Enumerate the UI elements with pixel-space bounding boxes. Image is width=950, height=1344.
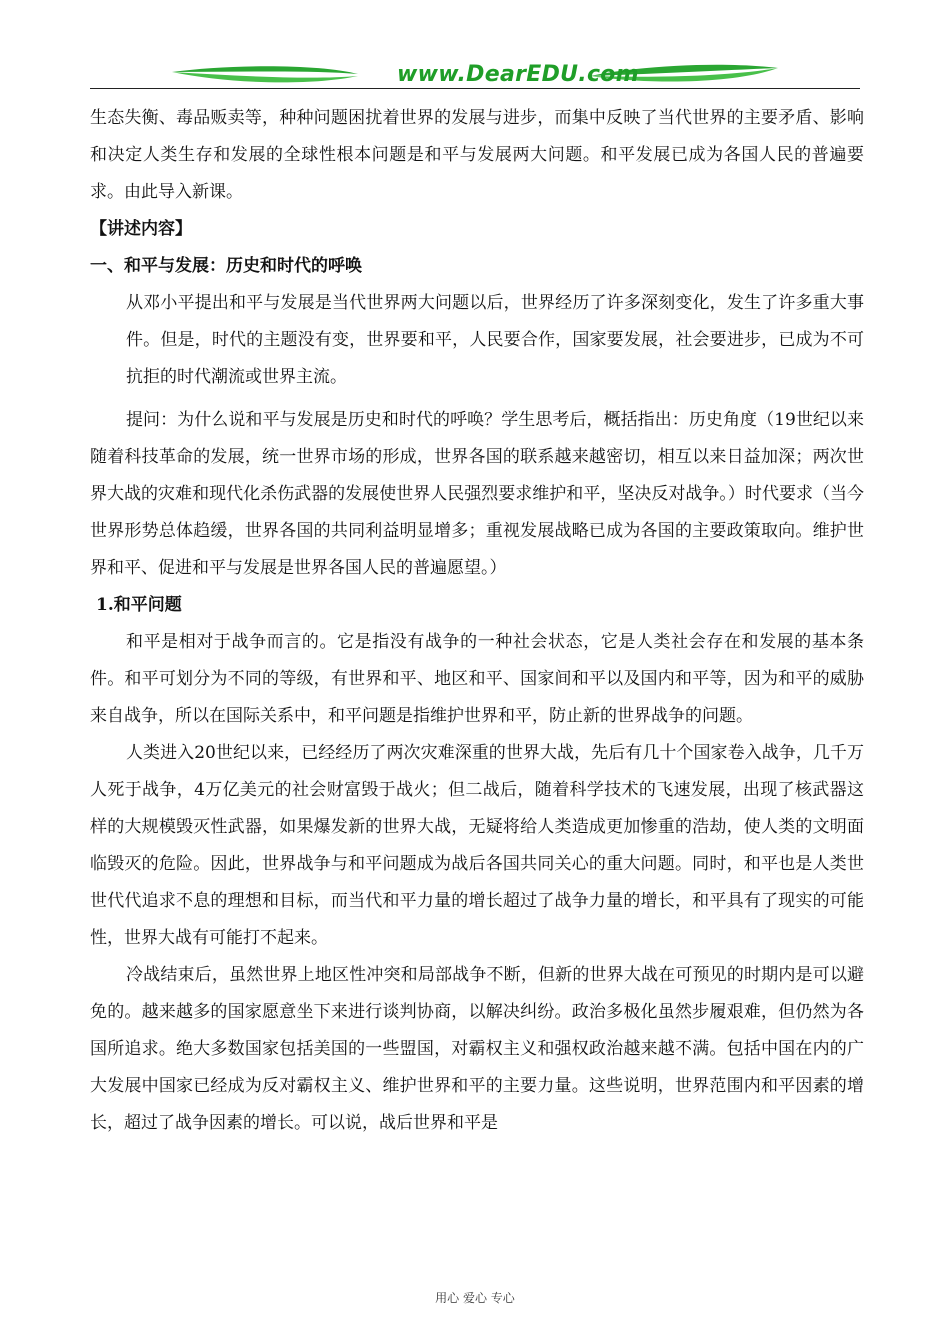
paragraph-question: 提问：为什么说和平与发展是历史和时代的呼唤？学生思考后，概括指出：历史角度（19世纪以来随着科技革命的发展，统一世界市场的形成，世界各国的联系越来越密切，相互以来日益加深；两次世界大战的灾难和现代化杀伤武器的发展使世界人民强烈要求维护和平，坚决反对战争。）时代要求（当今世界形势总体趋缓，世界各国的共同利益明显增多；重视发展战略已成为各国的主要政策取向。维护世界和平、促进和平与发展是世界各国人民的普遍愿望。） — [90, 410, 864, 578]
section-title: 【讲述内容】 — [90, 219, 192, 239]
paragraph-intro: 生态失衡、毒品贩卖等，种种问题困扰着世界的发展与进步，而集中反映了当代世界的主要矛盾、影响和决定人类生存和发展的全球性根本问题是和平与发展两大问题。和平发展已成为各国人民的普遍要求。由此导入新课。 — [90, 108, 864, 202]
page-footer: 用心 爱心 专心 — [435, 1291, 515, 1305]
paragraph-cold-war: 冷战结束后，虽然世界上地区性冲突和局部战争不断，但新的世界大战在可预见的时期内是可以避免的。越来越多的国家愿意坐下来进行谈判协商，以解决纠纷。政治多极化虽然步履艰难，但仍然为各国所追求。绝大多数国家包括美国的一些盟国，对霸权主义和强权政治越来越不满。包括中国在内的广大发展中国家已经成为反对霸权主义、维护世界和平的主要力量。这些说明，世界范围内和平因素的增长，超过了战争因素的增长。可以说，战后世界和平是 — [90, 965, 864, 1133]
heading-peace-development: 一、和平与发展：历史和时代的呼唤 — [90, 256, 362, 276]
header-banner — [90, 60, 860, 90]
header-rule — [90, 88, 860, 89]
paragraph-deng: 从邓小平提出和平与发展是当代世界两大问题以后，世界经历了许多深刻变化，发生了许多重大事件。但是，时代的主题没有变，世界要和平，人民要合作，国家要发展，社会要进步，已成为不可抗拒的时代潮流或世界主流。 — [126, 293, 864, 387]
document-body — [90, 100, 864, 1142]
paragraph-peace-definition: 和平是相对于战争而言的。它是指没有战争的一种社会状态，它是人类社会存在和发展的基本条件。和平可划分为不同的等级，有世界和平、地区和平、国家间和平以及国内和平等，因为和平的威胁来自战争，所以在国际关系中，和平问题是指维护世界和平，防止新的世界战争的问题。 — [90, 632, 864, 726]
site-logo-text[interactable]: www.DearEDU.com — [397, 62, 639, 87]
heading-peace-issue: 1.和平问题 — [96, 595, 182, 615]
paragraph-twentieth-century: 人类进入20世纪以来，已经经历了两次灾难深重的世界大战，先后有几十个国家卷入战争，几千万人死于战争，4万亿美元的社会财富毁于战火；但二战后，随着科学技术的飞速发展，出现了核武器这样的大规模毁灭性武器，如果爆发新的世界大战，无疑将给人类造成更加惨重的浩劫，使人类的文明面临毁灭的危险。因此，世界战争与和平问题成为战后各国共同关心的重大问题。同时，和平也是人类世世代代追求不息的理想和目标，而当代和平力量的增长超过了战争力量的增长，和平具有了现实的可能性，世界大战有可能打不起来。 — [90, 743, 864, 948]
